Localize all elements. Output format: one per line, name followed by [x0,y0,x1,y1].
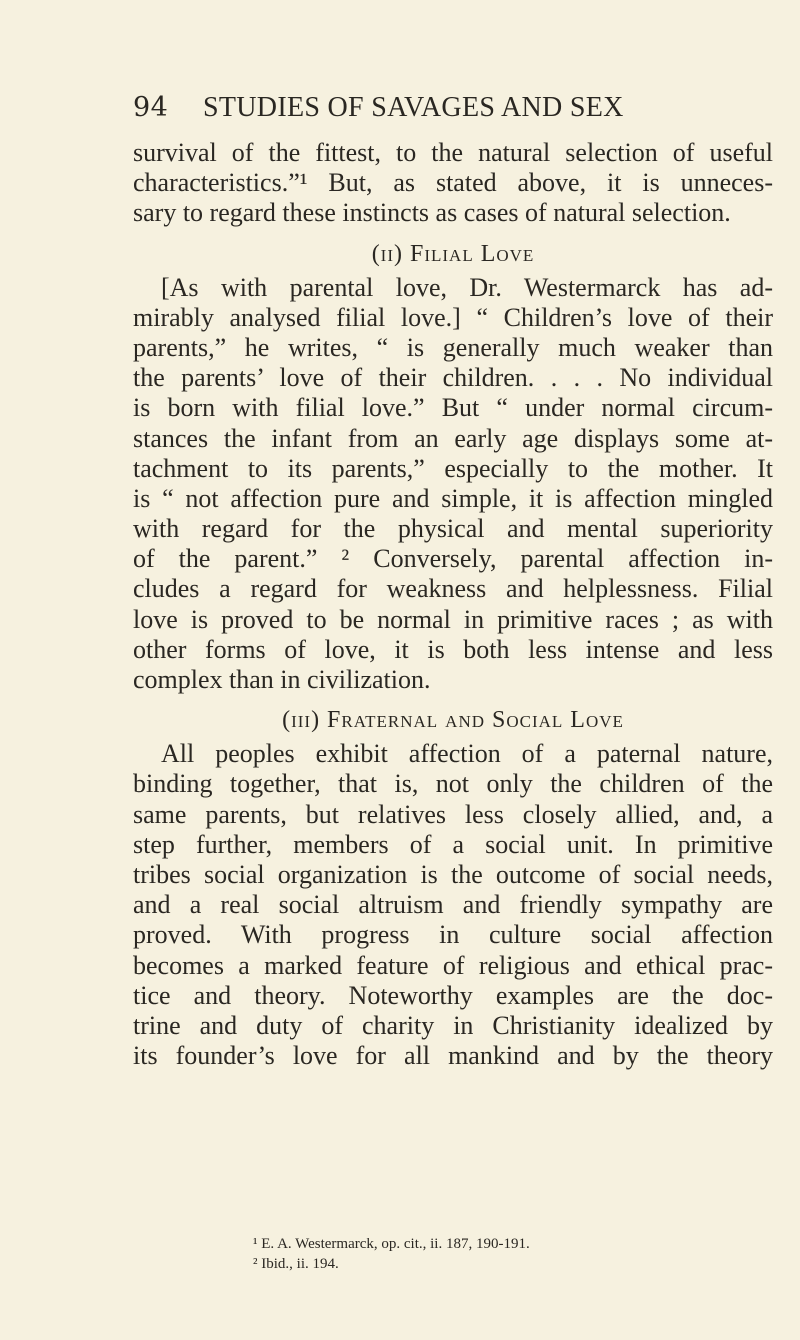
text-line: step further, members of a social unit. In primitive [133,829,773,859]
text-line: is “ not affection pure and simple, it is affection mingled [133,483,773,513]
text-line: tachment to its parents,” especially to the mother. It [133,453,773,483]
section-heading-filial-love: (ii) Filial Love [371,240,535,267]
section-heading-fraternal-social-love: (iii) Fraternal and Social Love [282,707,624,734]
text-line: All peoples exhibit affection of a paternal nature, [161,739,773,769]
text-line: its founder’s love for all mankind and by the theory [133,1041,773,1071]
text-line: is born with filial love.” But “ under normal circum- [133,393,773,423]
footnote-2: ² Ibid., ii. 194. [253,1256,339,1272]
paragraph-1 [133,138,773,229]
text-line: sary to regard these instincts as cases of natural selection. [133,198,731,228]
text-line: trine and duty of charity in Christianity idealized by [133,1010,773,1040]
text-line: complex than in civilization. [133,665,431,694]
paragraph-fraternal-social-love [133,739,773,1071]
text-line: tribes social organization is the outcome of social needs, [133,859,773,889]
text-line: proved. With progress in culture social affection [133,920,773,950]
running-head: STUDIES OF SAVAGES AND SEX [203,92,624,123]
text-line: and a real social altruism and friendly sympathy are [133,890,773,920]
text-line: mirably analysed filial love.] “ Children’s love of their [133,302,773,332]
text-line: cludes a regard for weakness and helplessness. Filial [133,574,773,604]
text-line: characteristics.”¹ But, as stated above, it is unneces- [133,168,773,198]
text-line: of the parent.” ² Conversely, parental affection in- [133,544,773,574]
text-line: other forms of love, it is both less intense and less [133,634,773,664]
text-line: same parents, but relatives less closely allied, and, a [133,799,773,829]
text-line: love is proved to be normal in primitive races ; as with [133,604,773,634]
text-line: becomes a marked feature of religious and ethical prac- [133,950,773,980]
text-line: [As with parental love, Dr. Westermarck has ad- [161,272,773,302]
page-header [133,92,773,132]
text-line: with regard for the physical and mental superiority [133,514,773,544]
text-line: tice and theory. Noteworthy examples are the doc- [133,980,773,1010]
page-number: 94 [133,92,169,123]
book-page [133,92,773,1071]
text-line: the parents’ love of their children. . . . No individual [133,363,773,393]
footnote-1: ¹ E. A. Westermarck, op. cit., ii. 187, 190-191. [253,1236,530,1252]
text-line: parents,” he writes, “ is generally much weaker than [133,332,773,362]
footnotes [253,1234,530,1274]
text-line: binding together, that is, not only the children of the [133,769,773,799]
text-line: stances the infant from an early age displays some at- [133,423,773,453]
text-line: survival of the fittest, to the natural selection of useful [133,138,773,167]
paragraph-filial-love [133,273,773,696]
